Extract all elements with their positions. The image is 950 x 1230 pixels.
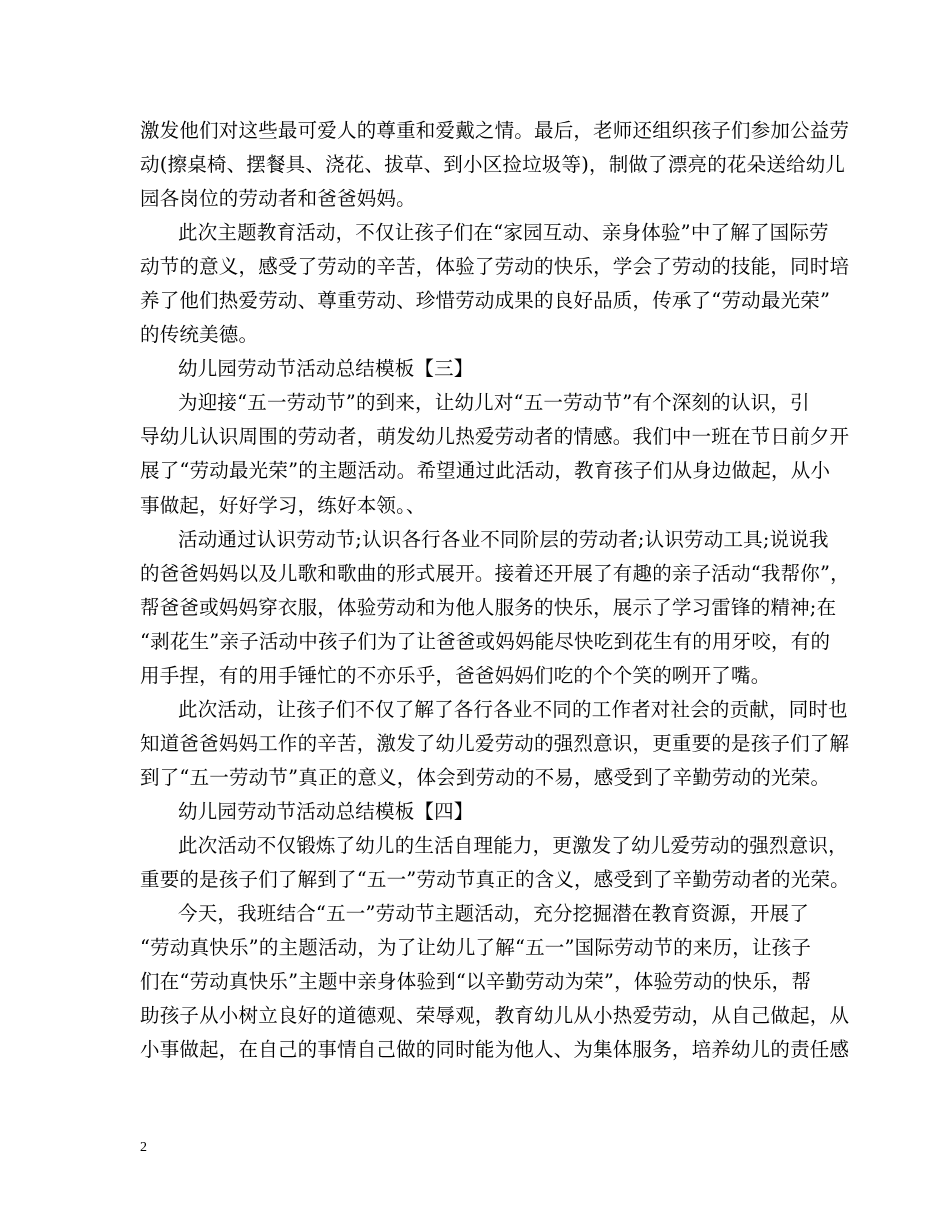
text-line: 帮爸爸或妈妈穿衣服，体验劳动和为他人服务的快乐，展示了学习雷锋的精神;在 xyxy=(140,595,837,619)
paragraph-first-line: 此次主题教育活动，不仅让孩子们在“家园互动、亲身体验”中了解了国际劳 xyxy=(178,221,829,245)
text-line: 的传统美德。 xyxy=(140,323,259,347)
paragraph-first-line: 此次活动，让孩子们不仅了解了各行各业不同的工作者对社会的贡献，同时也 xyxy=(178,697,848,721)
text-line: 展了“劳动最光荣”的主题活动。希望通过此活动，教育孩子们从身边做起，从小 xyxy=(140,459,831,483)
text-line: 助孩子从小树立良好的道德观、荣辱观，教育幼儿从小热爱劳动，从自己做起，从 xyxy=(140,1004,850,1028)
text-line: 导幼儿认识周围的劳动者，萌发幼儿热爱劳动者的情感。我们中一班在节日前夕开 xyxy=(140,425,850,449)
text-line: 养了他们热爱劳动、尊重劳动、珍惜劳动成果的良好品质，传承了“劳动最光荣” xyxy=(140,289,831,313)
page-number: 2 xyxy=(140,1140,147,1155)
text-line: 知道爸爸妈妈工作的辛苦，激发了幼儿爱劳动的强烈意识，更重要的是孩子们了解 xyxy=(140,731,850,755)
section-heading-4: 幼儿园劳动节活动总结模板【四】 xyxy=(178,799,474,823)
text-line: “剥花生”亲子活动中孩子们为了让爸爸或妈妈能尽快吃到花生有的用牙咬，有的 xyxy=(140,629,831,653)
text-line: 事做起，好好学习，练好本领。、 xyxy=(140,493,426,517)
text-line: 动节的意义，感受了劳动的辛苦，体验了劳动的快乐，学会了劳动的技能，同时培 xyxy=(140,255,850,279)
text-line: 动(擦桌椅、摆餐具、浇花、拔草、到小区捡垃圾等)，制做了漂亮的花朵送给幼儿 xyxy=(140,153,846,177)
paragraph-first-line: 今天，我班结合“五一”劳动节主题活动，充分挖掘潜在教育资源，开展了 xyxy=(178,902,810,926)
text-line: 的爸爸妈妈以及儿歌和歌曲的形式展开。接着还开展了有趣的亲子活动“我帮你”， xyxy=(140,561,850,585)
text-line: 小事做起，在自己的事情自己做的同时能为他人、为集体服务，培养幼儿的责任感 xyxy=(140,1038,850,1062)
text-line: 到了“五一劳动节”真正的意义，体会到劳动的不易，感受到了辛勤劳动的光荣。 xyxy=(140,765,831,789)
paragraph-first-line: 此次活动不仅锻炼了幼儿的生活自理能力，更激发了幼儿爱劳动的强烈意识， xyxy=(178,833,848,857)
text-line: 用手捏，有的用手锤忙的不亦乐乎，爸爸妈妈们吃的个个笑的咧开了嘴。 xyxy=(140,663,771,687)
text-line: 重要的是孩子们了解到了“五一”劳动节真正的含义，感受到了辛勤劳动者的光荣。 xyxy=(140,868,850,892)
text-line: 们在“劳动真快乐”主题中亲身体验到“以辛勤劳动为荣”，体验劳动的快乐，帮 xyxy=(140,970,812,994)
paragraph-first-line: 活动通过认识劳动节;认识各行各业不同阶层的劳动者;认识劳动工具;说说我 xyxy=(178,527,829,551)
section-heading-3: 幼儿园劳动节活动总结模板【三】 xyxy=(178,357,474,381)
text-line: “劳动真快乐”的主题活动，为了让幼儿了解“五一”国际劳动节的来历，让孩子 xyxy=(140,936,812,960)
text-line: 激发他们对这些最可爱人的尊重和爱戴之情。最后，老师还组织孩子们参加公益劳 xyxy=(140,119,850,142)
paragraph-first-line: 为迎接“五一劳动节”的到来，让幼儿对“五一劳动节”有个深刻的认识，引 xyxy=(178,391,810,415)
text-line: 园各岗位的劳动者和爸爸妈妈。 xyxy=(140,187,416,211)
body-text xyxy=(140,114,850,1067)
